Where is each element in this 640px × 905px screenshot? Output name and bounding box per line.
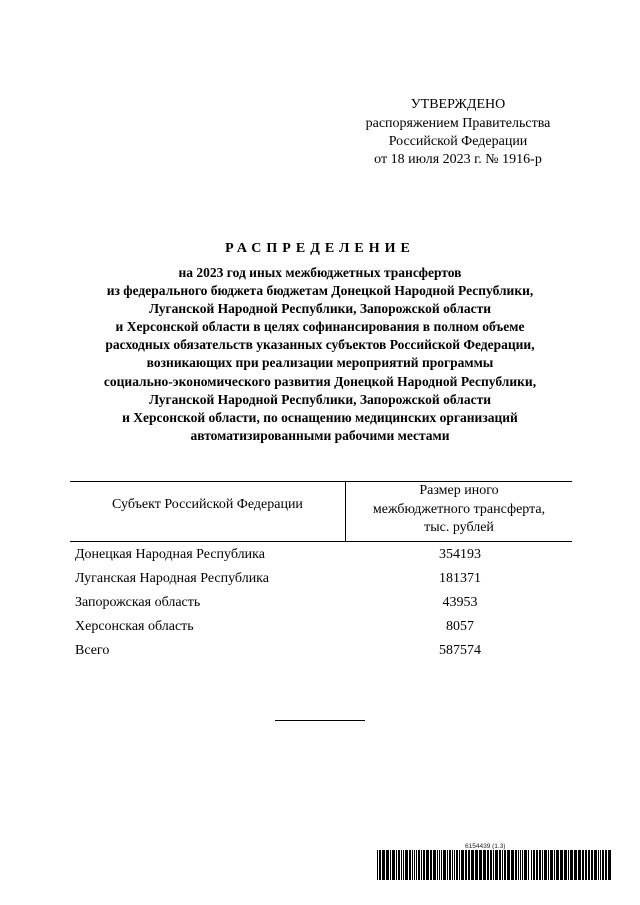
approval-line-2: Российской Федерации xyxy=(388,134,528,149)
row-amount: 354193 xyxy=(439,547,481,562)
subtitle-line: Луганской Народной Республики, Запорожской области xyxy=(149,391,491,407)
subtitle-line: на 2023 год иных межбюджетных трансфертов xyxy=(178,265,462,280)
row-subject: Донецкая Народная Республика xyxy=(75,547,265,562)
header-amount-line: тыс. рублей xyxy=(424,520,494,535)
table-row xyxy=(0,617,640,641)
row-amount: 43953 xyxy=(442,595,478,610)
table-row-total xyxy=(0,641,640,665)
header-amount-line: межбюджетного трансферта, xyxy=(372,501,546,517)
subtitle-line: расходных обязательств указанных субъектов Российской Федерации, xyxy=(105,337,535,353)
subtitle-line: автоматизированными рабочими местами xyxy=(190,427,450,443)
barcode-icon xyxy=(377,850,613,880)
row-subject: Херсонская область xyxy=(75,619,194,634)
header-subject: Субъект Российской Федерации xyxy=(112,497,303,512)
row-amount: 587574 xyxy=(439,643,481,658)
row-subject: Запорожская область xyxy=(75,595,201,610)
subtitle-line: Луганской Народной Республики, Запорожской области xyxy=(149,301,491,317)
header-amount-line: Размер иного xyxy=(419,483,499,498)
document-title: РАСПРЕДЕЛЕНИЕ xyxy=(225,241,415,256)
table-header-rule xyxy=(70,541,572,542)
table-row xyxy=(0,545,640,569)
end-divider xyxy=(275,720,365,721)
subtitle-line: возникающих при реализации мероприятий программы xyxy=(146,355,494,371)
table-row xyxy=(0,593,640,617)
row-amount: 181371 xyxy=(439,571,481,586)
approval-line-3: от 18 июля 2023 г. № 1916-р xyxy=(374,152,542,167)
barcode-number: 6154439 (1.3) xyxy=(465,843,506,850)
header-amount xyxy=(346,482,572,538)
document-subtitle xyxy=(40,264,600,445)
row-amount: 8057 xyxy=(446,619,474,634)
table-row xyxy=(0,569,640,593)
approval-stamp: УТВЕРЖДЕНО xyxy=(410,97,506,112)
subtitle-line: из федерального бюджета бюджетам Донецкой Народной Республики, xyxy=(106,283,534,299)
row-subject: Луганская Народная Республика xyxy=(75,571,269,586)
row-subject: Всего xyxy=(75,643,110,658)
table-body xyxy=(0,545,640,665)
subtitle-line: и Херсонской области, по оснащению медицинских организаций xyxy=(122,409,518,425)
subtitle-line: и Херсонской области в целях софинансирования в полном объеме xyxy=(115,319,525,335)
approval-block xyxy=(338,96,578,169)
subtitle-line: социально-экономического развития Донецкой Народной Республики, xyxy=(103,373,537,389)
approval-line-1: распоряжением Правительства xyxy=(365,116,551,131)
